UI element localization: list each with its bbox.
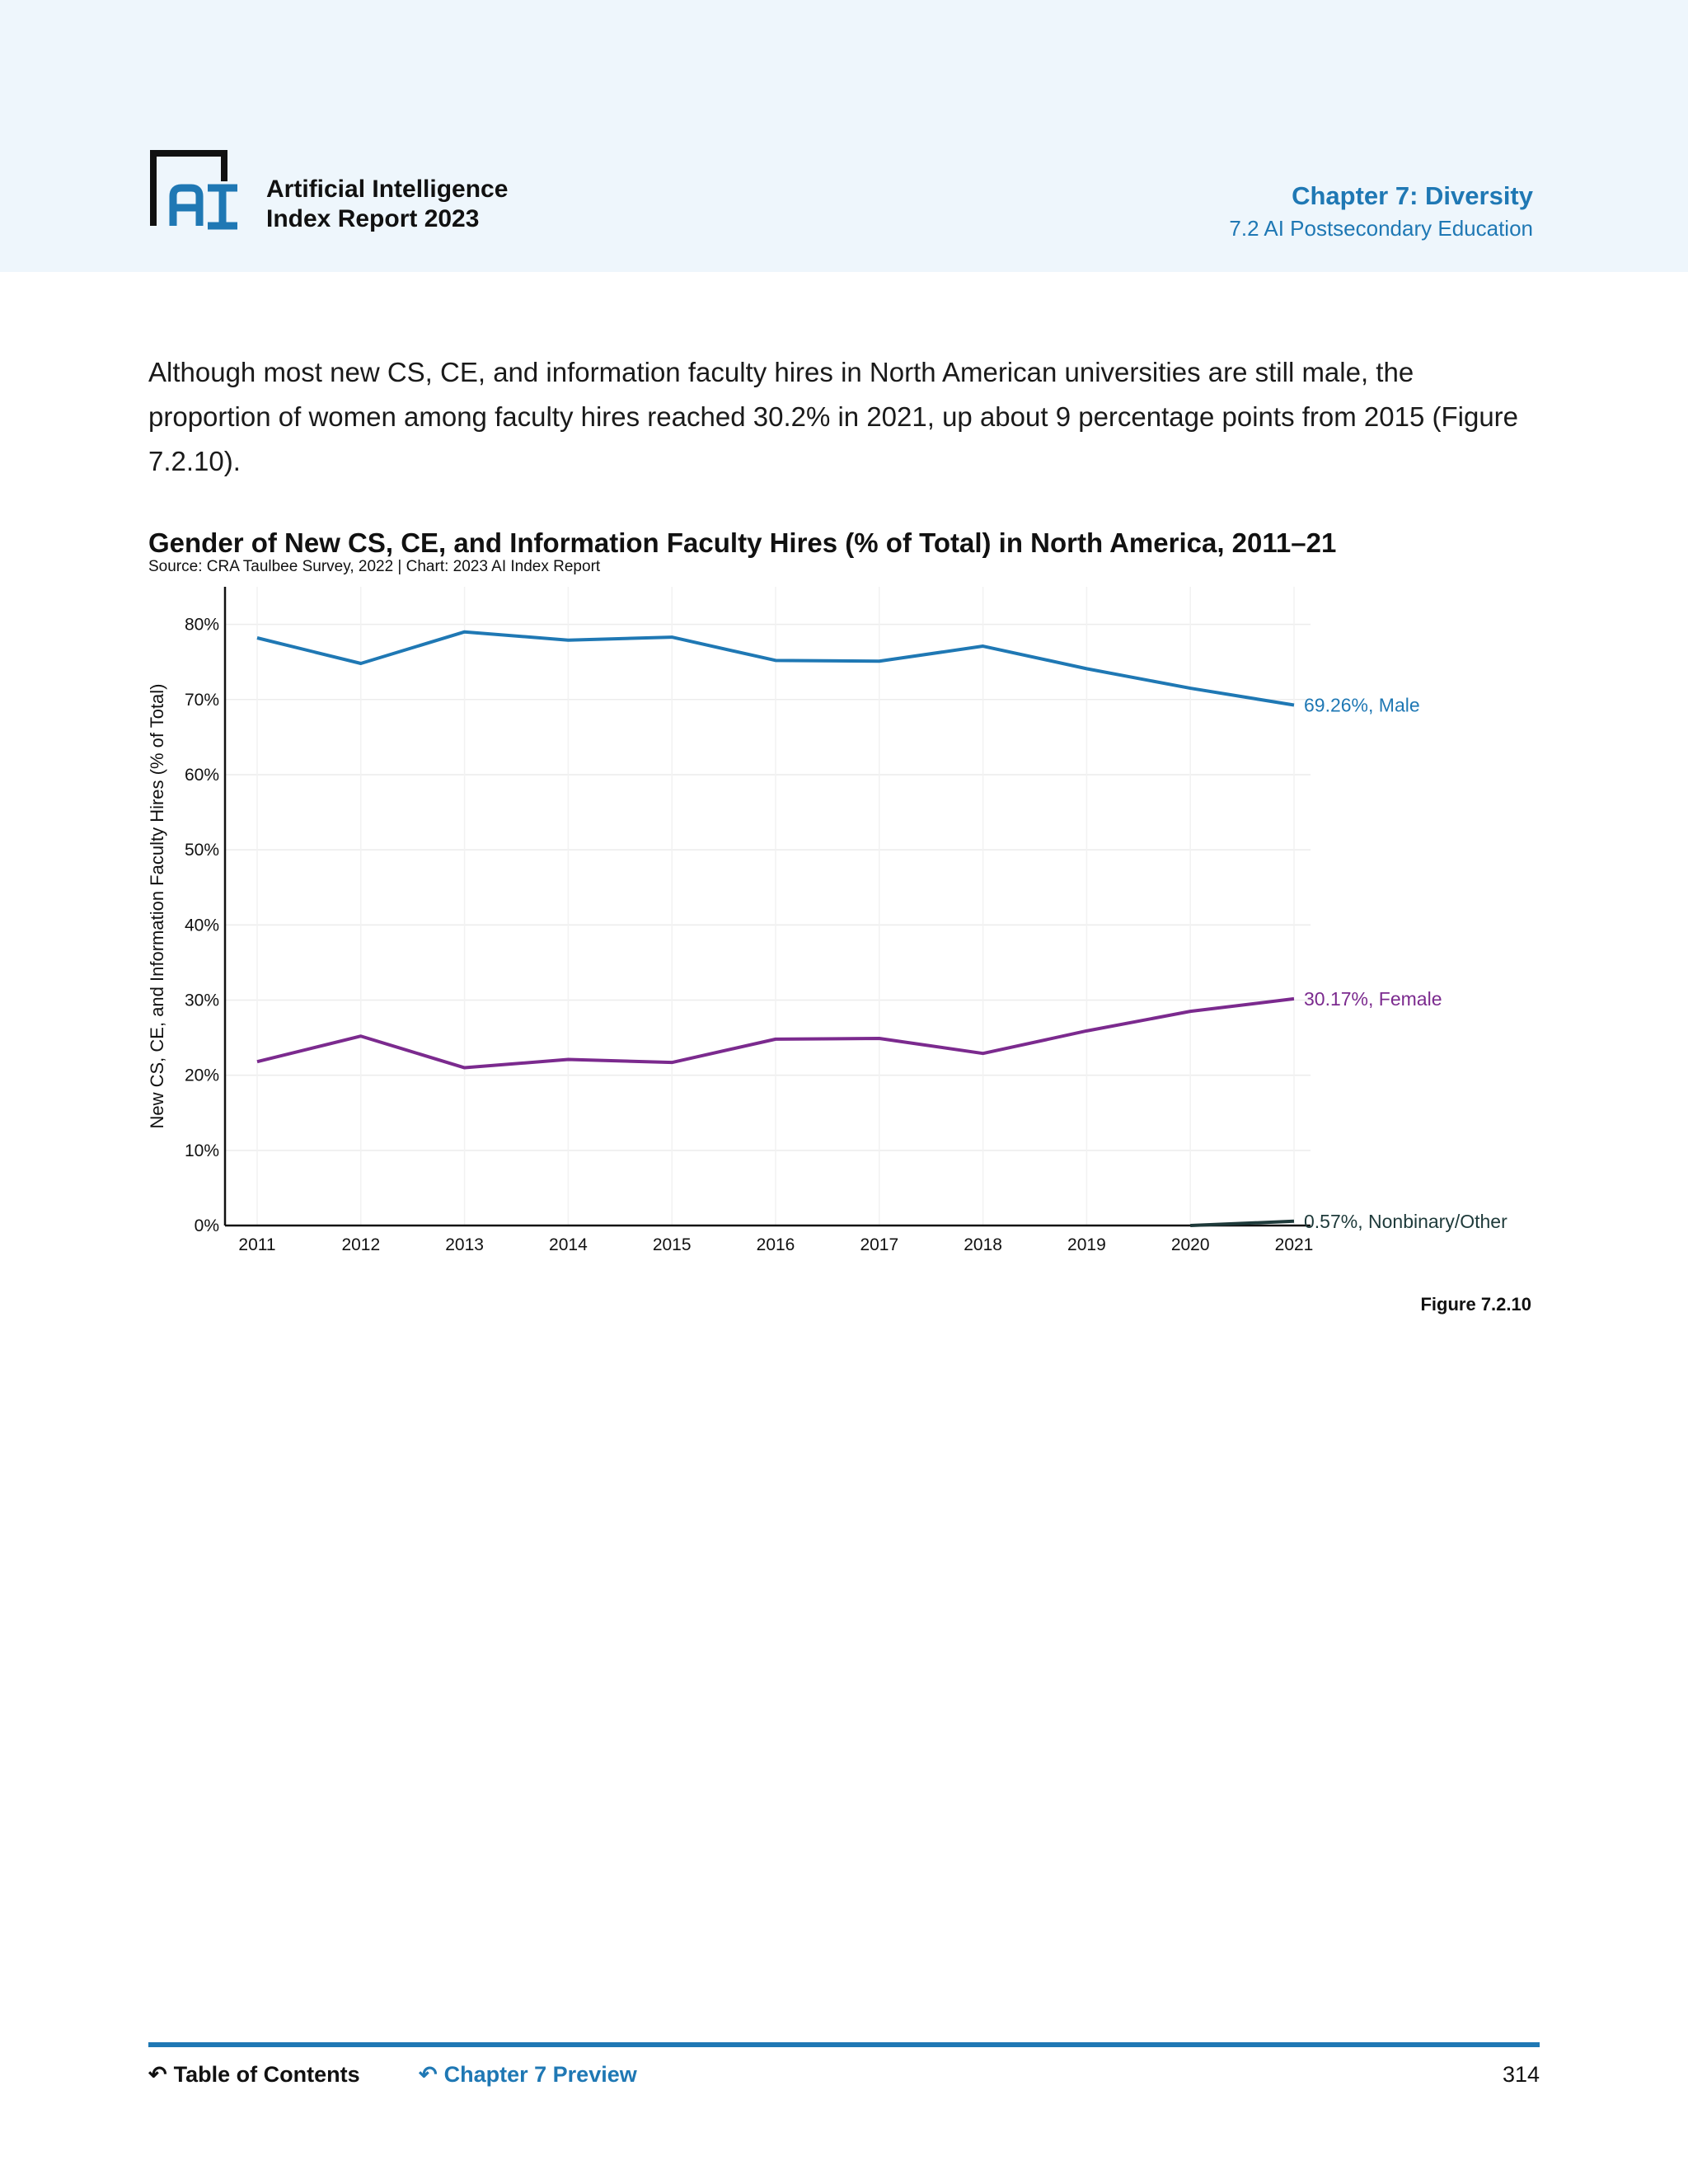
y-tick-label: 30% [184,991,219,1010]
section-title[interactable]: 7.2 AI Postsecondary Education [1229,216,1533,241]
series-end-label: 69.26%, Male [1304,694,1420,716]
x-tick-label: 2018 [964,1235,1002,1254]
y-tick-label: 10% [184,1141,219,1160]
chapter-preview-link[interactable] [419,2062,637,2088]
line-chart [0,569,1688,1269]
figure-label: Figure 7.2.10 [1420,1294,1531,1315]
chart-title: Gender of New CS, CE, and Information Faculty Hires (% of Total) in North America, 2011–21 [148,527,1337,558]
y-tick-label: 70% [184,690,219,710]
x-tick-label: 2016 [756,1235,795,1254]
intro-paragraph: Although most new CS, CE, and information faculty hires in North American universities are still male, the proportion of women among faculty hires reached 30.2% in 2021, up about 9 percentage points from 2015 (Figure 7.2.10). [148,357,1519,476]
return-arrow-icon: ↶ [419,2062,438,2087]
x-tick-label: 2017 [860,1235,899,1254]
y-tick-label: 20% [184,1066,219,1085]
y-tick-label: 40% [184,916,219,935]
y-tick-label: 60% [184,765,219,785]
page-number: 314 [1502,2062,1540,2087]
chapter-title[interactable]: Chapter 7: Diversity [1292,181,1533,210]
footer-divider [148,2042,1540,2047]
chart-source: Source: CRA Taulbee Survey, 2022 | Chart: 2023 AI Index Report [148,558,601,575]
series-end-label: 30.17%, Female [1304,987,1442,1010]
y-tick-label: 80% [184,615,219,635]
x-tick-label: 2019 [1067,1235,1106,1254]
x-tick-label: 2013 [445,1235,484,1254]
page-header [0,0,1688,272]
x-tick-label: 2021 [1274,1235,1314,1254]
report-name [266,175,508,234]
x-tick-label: 2015 [652,1235,692,1254]
x-tick-label: 2011 [238,1235,276,1254]
report-name-line2: Index Report 2023 [266,205,480,232]
x-tick-label: 2020 [1170,1235,1210,1254]
y-tick-label: 0% [194,1216,219,1235]
report-name-line1: Artificial Intelligence [266,176,509,203]
ai-index-logo [148,148,241,231]
table-of-contents-link[interactable] [148,2062,360,2088]
toc-label: Table of Contents [173,2062,360,2087]
preview-label: Chapter 7 Preview [443,2062,637,2087]
y-axis-label: New CS, CE, and Information Faculty Hires (% of Total) [147,683,167,1129]
x-tick-label: 2012 [341,1235,381,1254]
y-tick-label: 50% [184,841,219,860]
x-tick-label: 2014 [549,1235,588,1254]
return-arrow-icon: ↶ [148,2062,167,2087]
series-end-label: 0.57%, Nonbinary/Other [1304,1210,1507,1232]
